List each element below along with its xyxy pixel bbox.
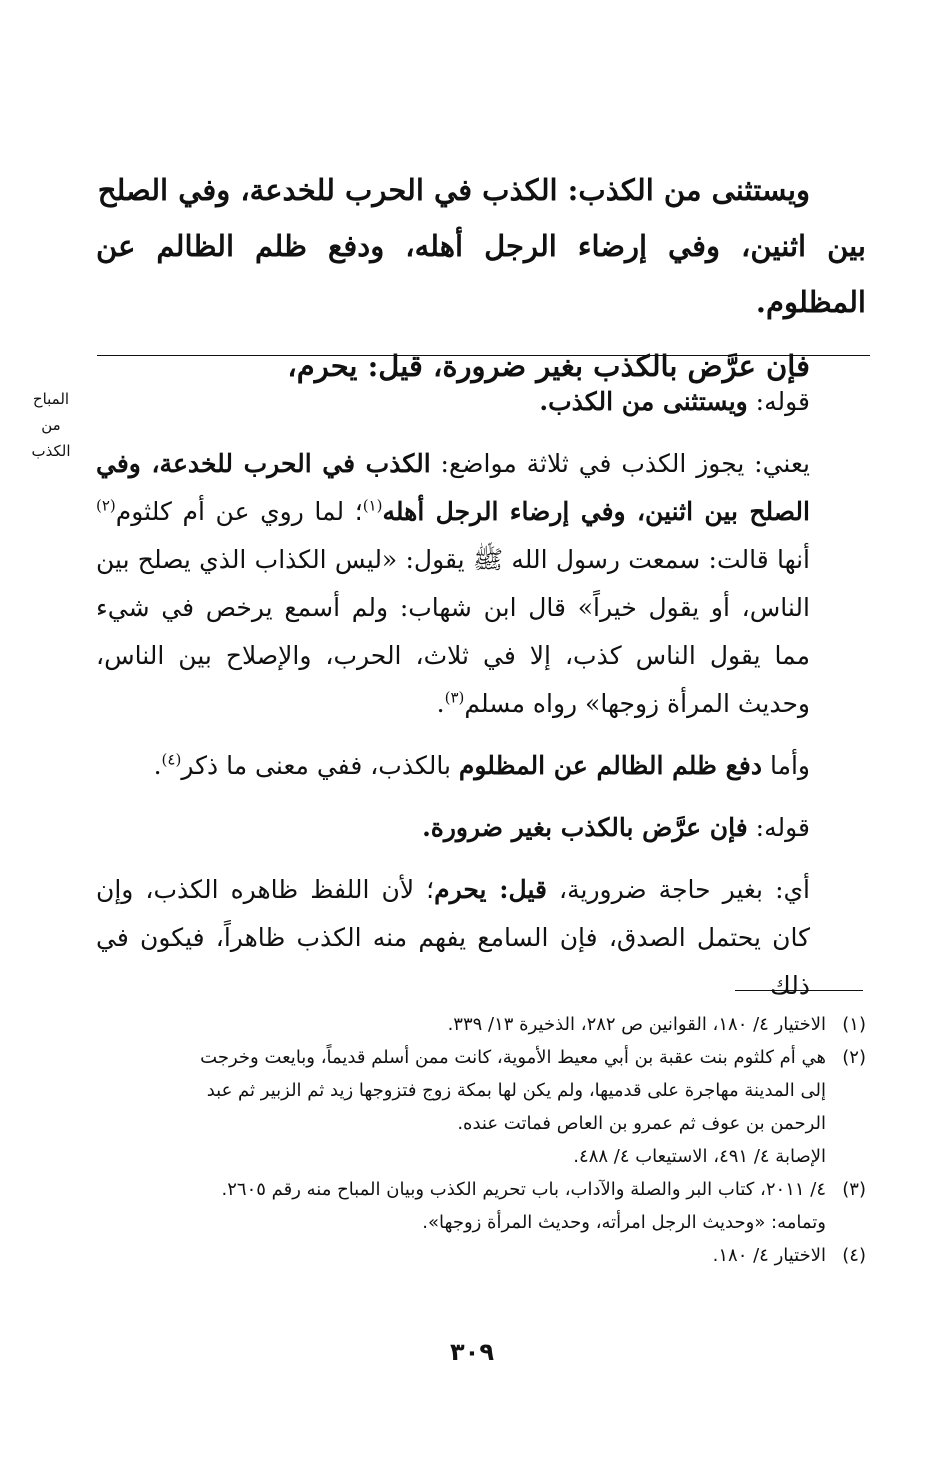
footnote-number: (٣) bbox=[842, 1179, 866, 1200]
main-text-line: ويستثنى من الكذب: الكذب في الحرب للخدعة، وفي الصلح bbox=[97, 173, 810, 207]
footnote bbox=[96, 1173, 866, 1239]
commentary-text: أنها قالت: سمعت رسول الله ﷺ يقول: «ليس الكذاب الذي يصلح بين الناس، أو يقول خيراً» قال ابن شهاب: ولم أسمع يرخص في شيء مما يقول الناس كذب، إلا في ثلاث، الحرب، والإصلاح بين الناس، وحديث المرأة زوجها» رواه مسلم bbox=[96, 545, 810, 718]
commentary-paragraph bbox=[96, 866, 866, 1010]
main-text-line: بين اثنين، وفي إرضاء الرجل أهله، ودفع ظلم الظالم عن المظلوم. bbox=[96, 229, 866, 319]
commentary-text: وأما bbox=[762, 751, 810, 780]
commentary-text: ؛ لأن اللفظ ظاهره الكذب، وإن كان يحتمل الصدق، فإن السامع يفهم منه الكذب ظاهراً، فيكون في ذلك bbox=[96, 875, 810, 1000]
quote-lead: قوله: bbox=[747, 813, 810, 842]
footnote-ref[interactable]: (٤) bbox=[161, 750, 182, 769]
footnote-line: إلى المدينة مهاجرة على قدميها، ولم يكن لها بمكة زوج فتزوجها زيد ثم الزبير ثم عبد bbox=[206, 1080, 826, 1101]
footnote-line: الرحمن بن عوف ثم عمرو بن العاص فماتت عنده. bbox=[457, 1113, 826, 1134]
commentary-text: . bbox=[436, 689, 445, 718]
main-text-line: فإن عرَّض بالكذب بغير ضرورة، قيل: يحرم، bbox=[287, 349, 810, 383]
footnote-number: (١) bbox=[842, 1014, 866, 1035]
footnote bbox=[96, 1008, 866, 1041]
quoted-text: فإن عرَّض بالكذب بغير ضرورة. bbox=[422, 813, 748, 842]
margin-note-line: الكذب bbox=[31, 442, 71, 460]
quoted-text: دفع ظلم الظالم عن المظلوم bbox=[458, 751, 763, 780]
commentary-text: يعني: يجوز الكذب في ثلاثة مواضع: bbox=[430, 449, 810, 478]
quoted-text: ويستثنى من الكذب. bbox=[539, 387, 748, 416]
quoted-text: قيل: يحرم bbox=[434, 875, 547, 904]
footnote-number: (٤) bbox=[842, 1245, 866, 1266]
footnote-line: الاختيار ٤/ ١٨٠، القوانين ص ٢٨٢، الذخيرة ١٣/ ٣٣٩. bbox=[447, 1014, 826, 1035]
commentary-paragraph bbox=[96, 742, 866, 790]
footnotes bbox=[96, 1008, 866, 1272]
footnote-line: هي أم كلثوم بنت عقبة بن أبي معيط الأموية، كانت ممن أسلم قديماً، وبايعت وخرجت bbox=[200, 1047, 826, 1068]
main-text bbox=[96, 162, 866, 394]
footnote-divider bbox=[735, 990, 863, 991]
page-number: ٣٠٩ bbox=[450, 1338, 494, 1366]
footnote-ref[interactable]: (١) bbox=[362, 496, 383, 515]
commentary-paragraph bbox=[96, 440, 866, 728]
commentary-paragraph bbox=[96, 804, 866, 852]
footnote-line: الإصابة ٤/ ٤٩١، الاستيعاب ٤/ ٤٨٨. bbox=[573, 1146, 826, 1167]
commentary-paragraph bbox=[96, 378, 866, 426]
footnote bbox=[96, 1041, 866, 1173]
commentary-text: . bbox=[153, 751, 162, 780]
footnote-line: وتمامه: «وحديث الرجل امرأته، وحديث المرأة زوجها». bbox=[422, 1212, 826, 1233]
quoted-text: الكذب في الحرب للخدعة، وفي الصلح بين اثنين، وفي إرضاء الرجل أهله bbox=[96, 449, 810, 526]
commentary-text: بالكذب، ففي معنى ما ذكر bbox=[181, 751, 459, 780]
margin-note-line: من bbox=[41, 416, 61, 434]
footnote-body bbox=[96, 1008, 826, 1041]
commentary-text: أي: بغير حاجة ضرورية، bbox=[546, 875, 811, 904]
section-divider bbox=[97, 355, 870, 356]
commentary-text: ؛ لما روي عن أم كلثوم bbox=[115, 497, 363, 526]
quote-lead: قوله: bbox=[747, 387, 810, 416]
footnote-ref[interactable]: (٣) bbox=[444, 688, 465, 707]
footnote-body bbox=[96, 1239, 826, 1272]
footnote-line: الاختيار ٤/ ١٨٠. bbox=[712, 1245, 826, 1266]
footnote-ref[interactable]: (٢) bbox=[96, 496, 116, 515]
footnote-body bbox=[96, 1173, 826, 1239]
footnote-body bbox=[96, 1041, 826, 1173]
margin-note-line: المباح bbox=[32, 390, 70, 408]
footnote bbox=[96, 1239, 866, 1272]
commentary bbox=[96, 378, 866, 1010]
footnote-line: ٤/ ٢٠١١، كتاب البر والصلة والآداب، باب تحريم الكذب وبيان المباح منه رقم ٢٦٠٥. bbox=[221, 1179, 826, 1200]
footnote-number: (٢) bbox=[842, 1047, 866, 1068]
margin-note bbox=[16, 386, 86, 464]
